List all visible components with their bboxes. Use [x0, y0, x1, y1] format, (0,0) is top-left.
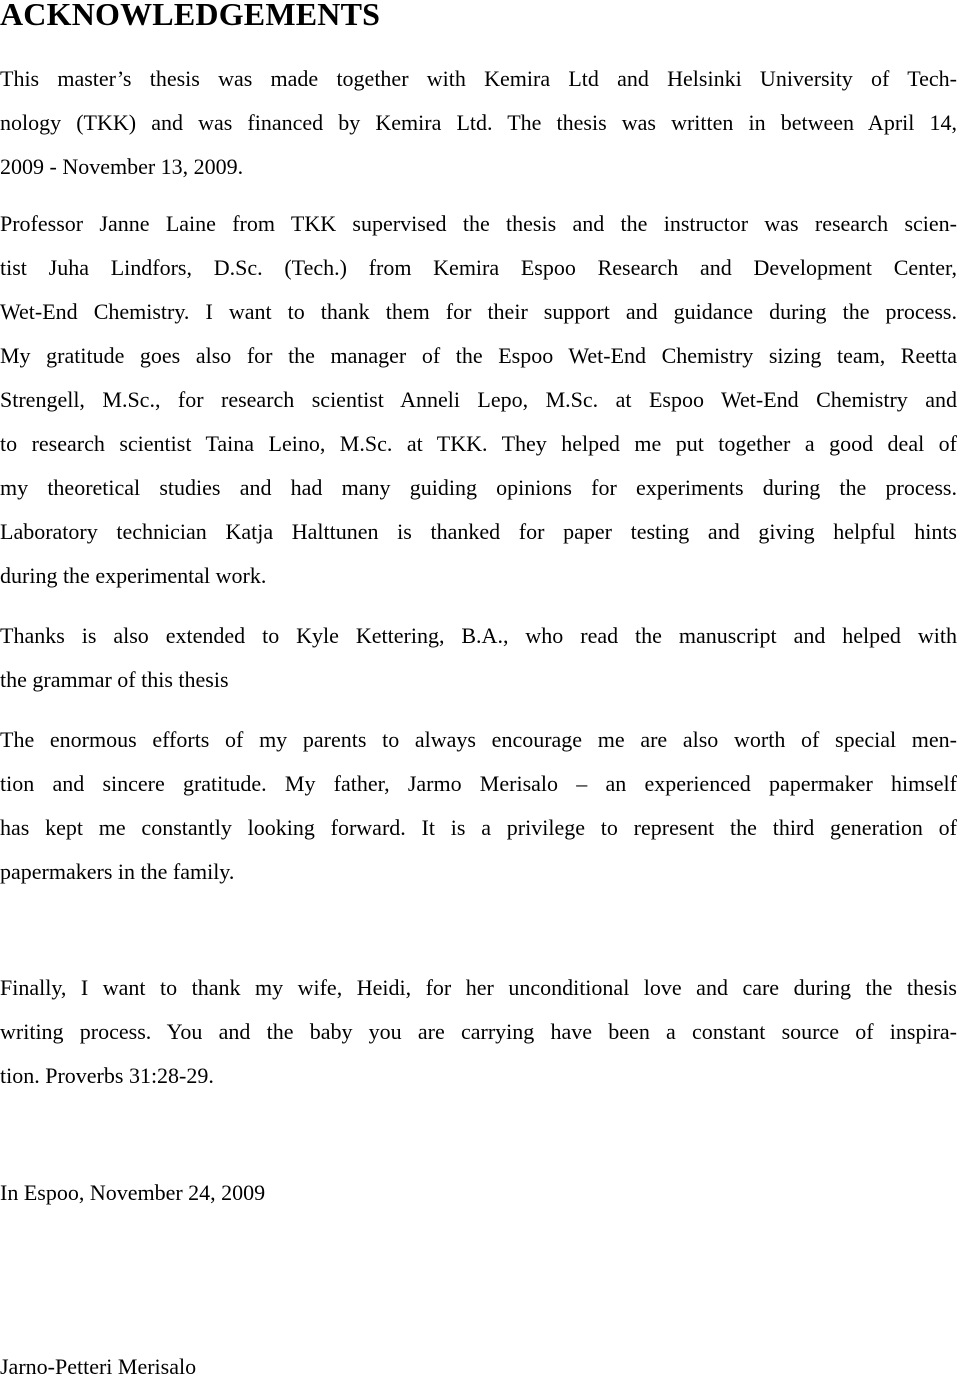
text-line: My gratitude goes also for the manager of the Espoo Wet-End Chemistry sizing team, Reetta [0, 343, 957, 368]
paragraph-wife [0, 966, 957, 1098]
text-line: the grammar of this thesis [0, 667, 229, 692]
signature-name: Jarno-Petteri Merisalo [0, 1354, 197, 1379]
text-line: 2009 - November 13, 2009. [0, 154, 244, 179]
text-line: Strengell, M.Sc., for research scientist Anneli Lepo, M.Sc. at Espoo Wet-End Chemistry and [0, 387, 957, 412]
text-line: Thanks is also extended to Kyle Kettering, B.A., who read the manuscript and helped with [0, 623, 957, 648]
text-line: Professor Janne Laine from TKK supervised the thesis and the instructor was research scien- [0, 211, 957, 236]
text-line: The enormous efforts of my parents to always encourage me are also worth of special men- [0, 727, 957, 752]
text-line: during the experimental work. [0, 563, 267, 588]
text-line: tion. Proverbs 31:28-29. [0, 1063, 214, 1088]
paragraph-thanks-kettering [0, 614, 957, 702]
place-date: In Espoo, November 24, 2009 [0, 1180, 266, 1205]
text-line: nology (TKK) and was financed by Kemira Ltd. The thesis was written in between April 14, [0, 110, 957, 135]
text-line: papermakers in the family. [0, 859, 235, 884]
text-line: Laboratory technician Katja Halttunen is thanked for paper testing and giving helpful hints [0, 519, 957, 544]
text-line: my theoretical studies and had many guiding opinions for experiments during the process. [0, 475, 957, 500]
text-line: to research scientist Taina Leino, M.Sc. at TKK. They helped me put together a good deal of [0, 431, 957, 456]
text-line: This master’s thesis was made together with Kemira Ltd and Helsinki University of Tech- [0, 66, 957, 91]
paragraph-parents [0, 718, 957, 894]
text-line: tist Juha Lindfors, D.Sc. (Tech.) from Kemira Espoo Research and Development Center, [0, 255, 957, 280]
text-line: Wet-End Chemistry. I want to thank them for their support and guidance during the process. [0, 299, 957, 324]
paragraph-supervisors [0, 202, 957, 598]
text-line: has kept me constantly looking forward. It is a privilege to represent the third generation of [0, 815, 957, 840]
page-title: ACKNOWLEDGEMENTS [0, 0, 381, 32]
paragraph-intro [0, 57, 957, 189]
text-line: Finally, I want to thank my wife, Heidi, for her unconditional love and care during the thesis [0, 975, 957, 1000]
text-line: writing process. You and the baby you are carrying have been a constant source of inspira- [0, 1019, 957, 1044]
text-line: tion and sincere gratitude. My father, Jarmo Merisalo – an experienced papermaker himself [0, 771, 957, 796]
